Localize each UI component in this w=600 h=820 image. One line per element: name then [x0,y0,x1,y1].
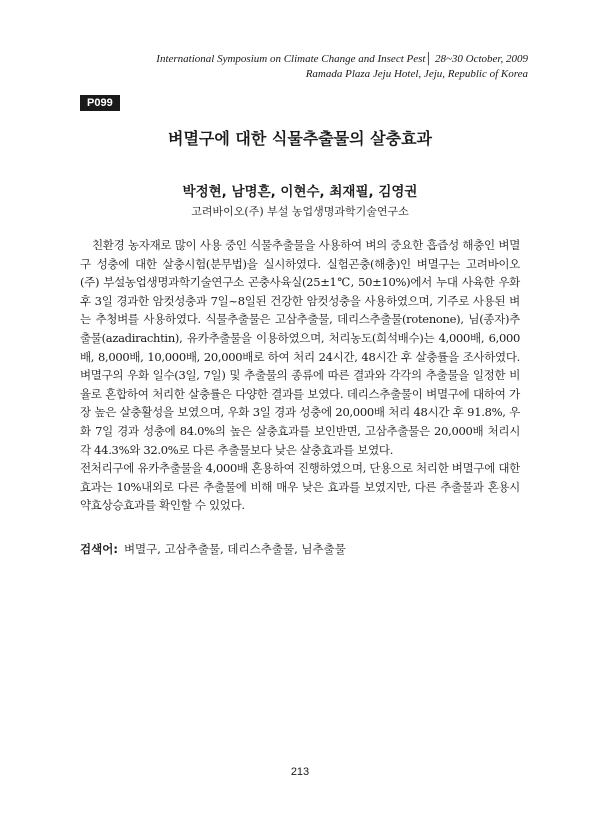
conference-header-line2: Ramada Plaza Jeju Hotel, Jeju, Republic of Korea [305,68,528,80]
page-number: 213 [290,766,310,778]
poster-id-badge: P099 [80,95,120,111]
keywords-text: 벼멸구, 고삼추출물, 데리스추출물, 님추출물 [123,542,346,556]
affiliation: 고려바이오(주) 부설 농업생명과학기술연구소 [191,205,409,218]
conference-header [156,52,528,82]
abstract-paragraph-1: 친환경 농자재로 많이 사용 중인 식물추출물을 사용하여 벼의 중요한 흡즙성 해충인 벼멸구 성충에 대한 살충시험(분무법)을 실시하였다. 실험곤충(해충)인 벼멸구는 고려바이오(주) 부설농업생명과학기술연구소 곤충사육실(25±1℃, 50±10%)에서 누대 사육한 우화 후 3일 경과한 암컷성충과 7일~8일된 건강한 암컷성충을 사용하였으며, 기주로 사용된 벼는 추청벼를 사용하였다. 식물추출물은 고삼추출물, 데리스추출물(rotenone), 님(종자)추출물(azadirachtin), 유카추출물을 이용하였으며, 처리농도(희석배수)는 4,000배, 6,000배, 8,000배, 10,000배, 20,000배로 하여 처리 24시간, 48시간 후 살충률을 조사하였다. 벼멸구의 우화 일수(3일, 7일) 및 추출물의 종류에 따른 결과와 각각의 추출물을 일정한 비율로 혼합하여 처리한 살충률은 다양한 결과를 보였다. 데리스추출물이 벼멸구에 대하여 가장 높은 살충활성을 보였으며, 우화 3일 경과 성충에 20,000배 처리 48시간 후 91.8%, 우화 7일 경과 성충에 84.0%의 높은 살충효과를 보인반면, 고삼추출물은 20,000배 처리시 각 44.3%와 32.0%로 다른 추출물보다 낮은 살충효과를 보였다. [80,238,520,457]
keywords [80,541,520,557]
paper-title: 벼멸구에 대한 식물추출물의 살충효과 [167,129,432,148]
conference-header-line1: International Symposium on Climate Change and Insect Pest│ 28~30 October, 2009 [156,53,528,65]
authors: 박정현, 남명흔, 이현수, 최재필, 김영권 [182,184,418,200]
abstract-paragraph-2: 전처리구에 유카추출물을 4,000배 혼용하여 진행하였으며, 단용으로 처리한 벼멸구에 대한 효과는 10%내외로 다른 추출물에 비해 매우 낮은 효과를 보였지만, 다른 추출물과 혼용시 약효상승효과를 확인할 수 있었다. [80,461,520,513]
keywords-label: 검색어: [80,542,118,556]
abstract [80,236,520,515]
